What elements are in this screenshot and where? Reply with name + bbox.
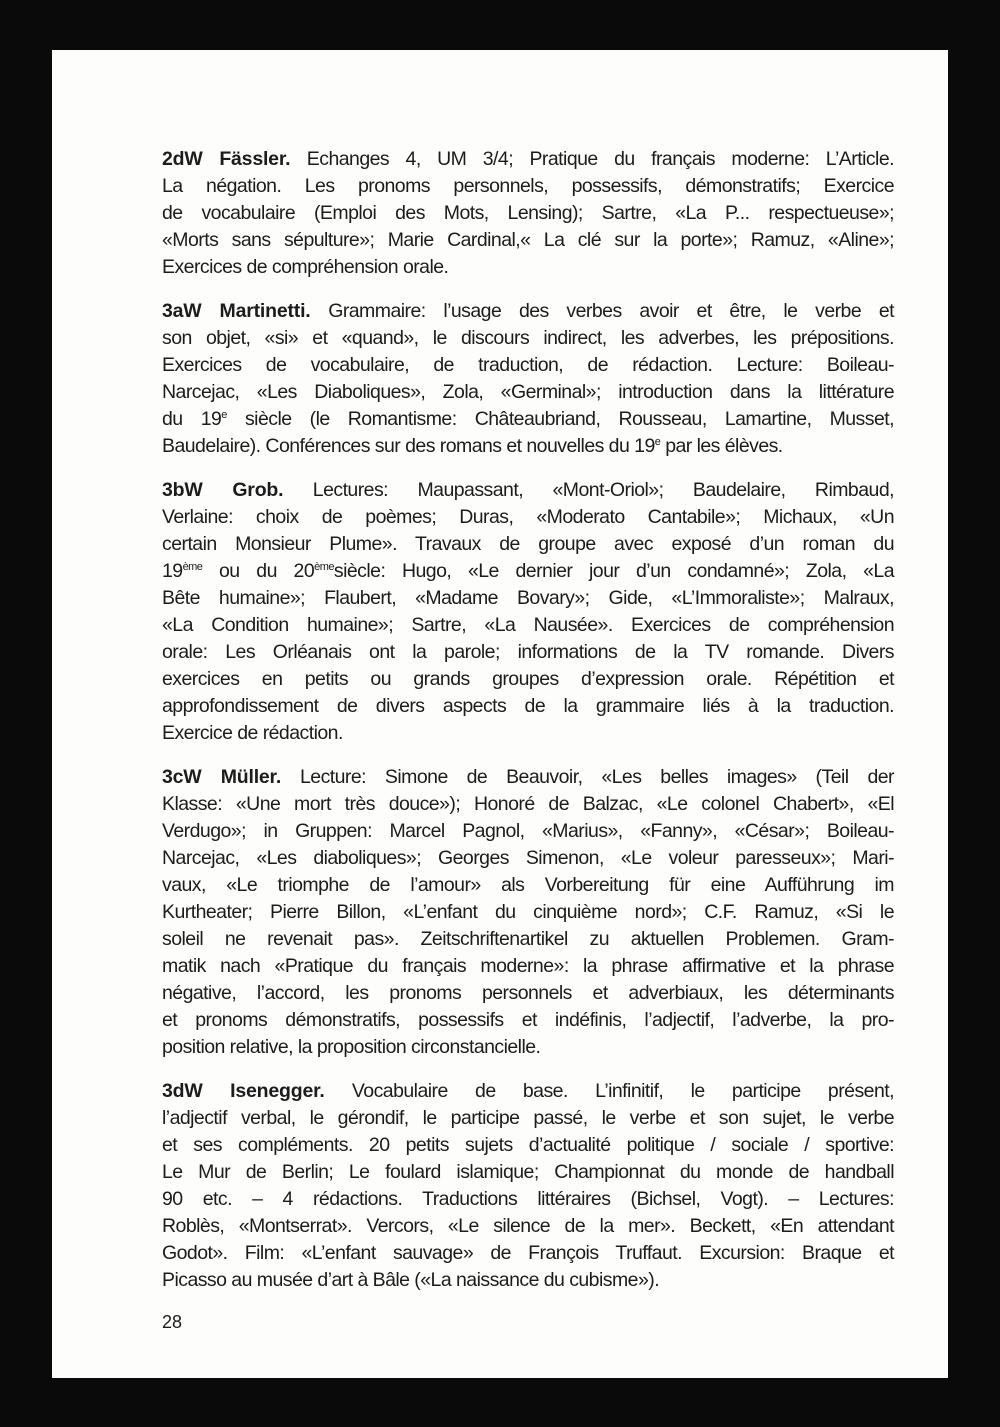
text-line [162,477,894,504]
class-paragraph [162,477,894,747]
text-line [162,1213,894,1240]
class-paragraph [162,764,894,1061]
text-line [162,531,894,558]
class-paragraph [162,298,894,460]
text-line [162,352,894,379]
text-line [162,953,894,980]
line-text: Klasse: «Une mort très douce»); Honoré de Balzac, «Le colonel Chabert», «El [162,793,894,815]
text-line [162,926,894,953]
line-text: Narcejac, «Les diaboliques»; Georges Simenon, «Le voleur paresseux»; Mari- [162,847,894,869]
line-text: Roblès, «Montserrat». Vercors, «Le silence de la mer». Beckett, «En attendant [162,1215,894,1237]
text-line [162,146,894,173]
text-line [162,254,894,281]
text-line [162,720,894,747]
line-text: Le Mur de Berlin; Le foulard islamique; Championnat du monde de handball [162,1161,894,1183]
line-text: exercices en petits ou grands groupes d’expression orale. Répétition et [162,668,894,690]
line-text: «La Condition humaine»; Sartre, «La Nausée». Exercices de compréhension [162,614,894,636]
line-text: Exercice de rédaction. [162,722,343,744]
line-text: négative, l’accord, les pronoms personnels et adverbiaux, les déterminants [162,982,894,1004]
line-text: Narcejac, «Les Diaboliques», Zola, «Germinal»; introduction dans la littérature [162,381,894,403]
line-text: Lectures: Maupassant, «Mont-Oriol»; Baudelaire, Rimbaud, [283,479,894,501]
class-paragraph [162,1078,894,1294]
line-text: et pronoms démonstratifs, possessifs et indéfinis, l’adjectif, l’adverbe, la pro- [162,1009,894,1031]
line-text: position relative, la proposition circonstancielle. [162,1036,541,1058]
line-text: «Morts sans sépulture»; Marie Cardinal,« La clé sur la porte»; Ramuz, «Aline»; [162,229,894,251]
text-line [162,1267,894,1294]
text-line [162,612,894,639]
line-text: Grammaire: l’usage des verbes avoir et être, le verbe et [310,300,894,322]
text-line [162,1159,894,1186]
line-text: Echanges 4, UM 3/4; Pratique du français moderne: L’Article. [290,148,894,170]
class-teacher-heading: 3dW Isenegger. [162,1080,325,1102]
line-text: Verdugo»; in Gruppen: Marcel Pagnol, «Marius», «Fanny», «César»; Boileau- [162,820,894,842]
text-line [162,693,894,720]
text-line [162,558,894,585]
line-text: de vocabulaire (Emploi des Mots, Lensing); Sartre, «La P... respectueuse»; [162,202,894,224]
text-line [162,872,894,899]
text-line [162,1007,894,1034]
text-line [162,1105,894,1132]
line-text: du 19e siècle (le Romantisme: Châteaubriand, Rousseau, Lamartine, Musset, [162,408,894,430]
text-line [162,818,894,845]
text-line [162,406,894,433]
text-line [162,1186,894,1213]
text-line [162,980,894,1007]
text-line [162,899,894,926]
line-text: Exercices de vocabulaire, de traduction, de rédaction. Lecture: Boileau- [162,354,894,376]
line-text: 90 etc. – 4 rédactions. Traductions littéraires (Bichsel, Vogt). – Lectures: [162,1188,894,1210]
line-text: certain Monsieur Plume». Travaux de groupe avec exposé d’un roman du [162,533,894,555]
text-line [162,298,894,325]
text-line [162,845,894,872]
line-text: Picasso au musée d’art à Bâle («La naissance du cubisme»). [162,1269,660,1291]
text-line [162,379,894,406]
line-text: Godot». Film: «L’enfant sauvage» de François Truffaut. Excursion: Braque et [162,1242,894,1264]
line-text: La négation. Les pronoms personnels, possessifs, démonstratifs; Exercice [162,175,894,197]
text-line [162,200,894,227]
text-line [162,504,894,531]
line-text: Vocabulaire de base. L’infinitif, le participe présent, [324,1080,894,1102]
line-text: matik nach «Pratique du français moderne»: la phrase affirmative et la phrase [162,955,894,977]
line-text: vaux, «Le triomphe de l’amour» als Vorbereitung für eine Aufführung im [162,874,894,896]
class-teacher-heading: 2dW Fässler. [162,148,291,170]
class-teacher-heading: 3cW Müller. [162,766,282,788]
page-number: 28 [162,1312,183,1332]
text-line [162,764,894,791]
line-text: l’adjectif verbal, le gérondif, le participe passé, le verbe et son sujet, le verbe [162,1107,894,1129]
text-line [162,1240,894,1267]
text-line [162,325,894,352]
class-teacher-heading: 3bW Grob. [162,479,284,501]
line-text: Baudelaire). Conférences sur des romans et nouvelles du 19e par les élèves. [162,435,783,457]
line-text: Lecture: Simone de Beauvoir, «Les belles images» (Teil der [281,766,894,788]
line-text: soleil ne revenait pas». Zeitschriftenartikel zu aktuellen Problemen. Gram- [162,928,894,950]
line-text: 19ème ou du 20èmesiècle: Hugo, «Le dernier jour d’un condamné»; Zola, «La [162,560,895,582]
text-line [162,585,894,612]
text-line [162,433,894,460]
line-text: orale: Les Orléanais ont la parole; informations de la TV romande. Divers [162,641,894,663]
text-line [162,1078,894,1105]
line-text: Bête humaine»; Flaubert, «Madame Bovary»; Gide, «L’Immoraliste»; Malraux, [162,587,894,609]
text-line [162,1132,894,1159]
line-text: approfondissement de divers aspects de la grammaire liés à la traduction. [162,695,894,717]
text-line [162,791,894,818]
class-teacher-heading: 3aW Martinetti. [162,300,311,322]
document-page [52,50,948,1378]
text-line [162,1034,894,1061]
document-body [162,146,894,1311]
line-text: Exercices de compréhension orale. [162,256,449,278]
line-text: et ses compléments. 20 petits sujets d’actualité politique / sociale / sportive: [162,1134,894,1156]
text-line [162,173,894,200]
line-text: son objet, «si» et «quand», le discours indirect, les adverbes, les prépositions. [162,327,894,349]
line-text: Verlaine: choix de poèmes; Duras, «Moderato Cantabile»; Michaux, «Un [162,506,894,528]
text-line [162,666,894,693]
line-text: Kurtheater; Pierre Billon, «L’enfant du cinquième nord»; C.F. Ramuz, «Si le [162,901,894,923]
text-line [162,639,894,666]
text-line [162,227,894,254]
class-paragraph [162,146,894,281]
